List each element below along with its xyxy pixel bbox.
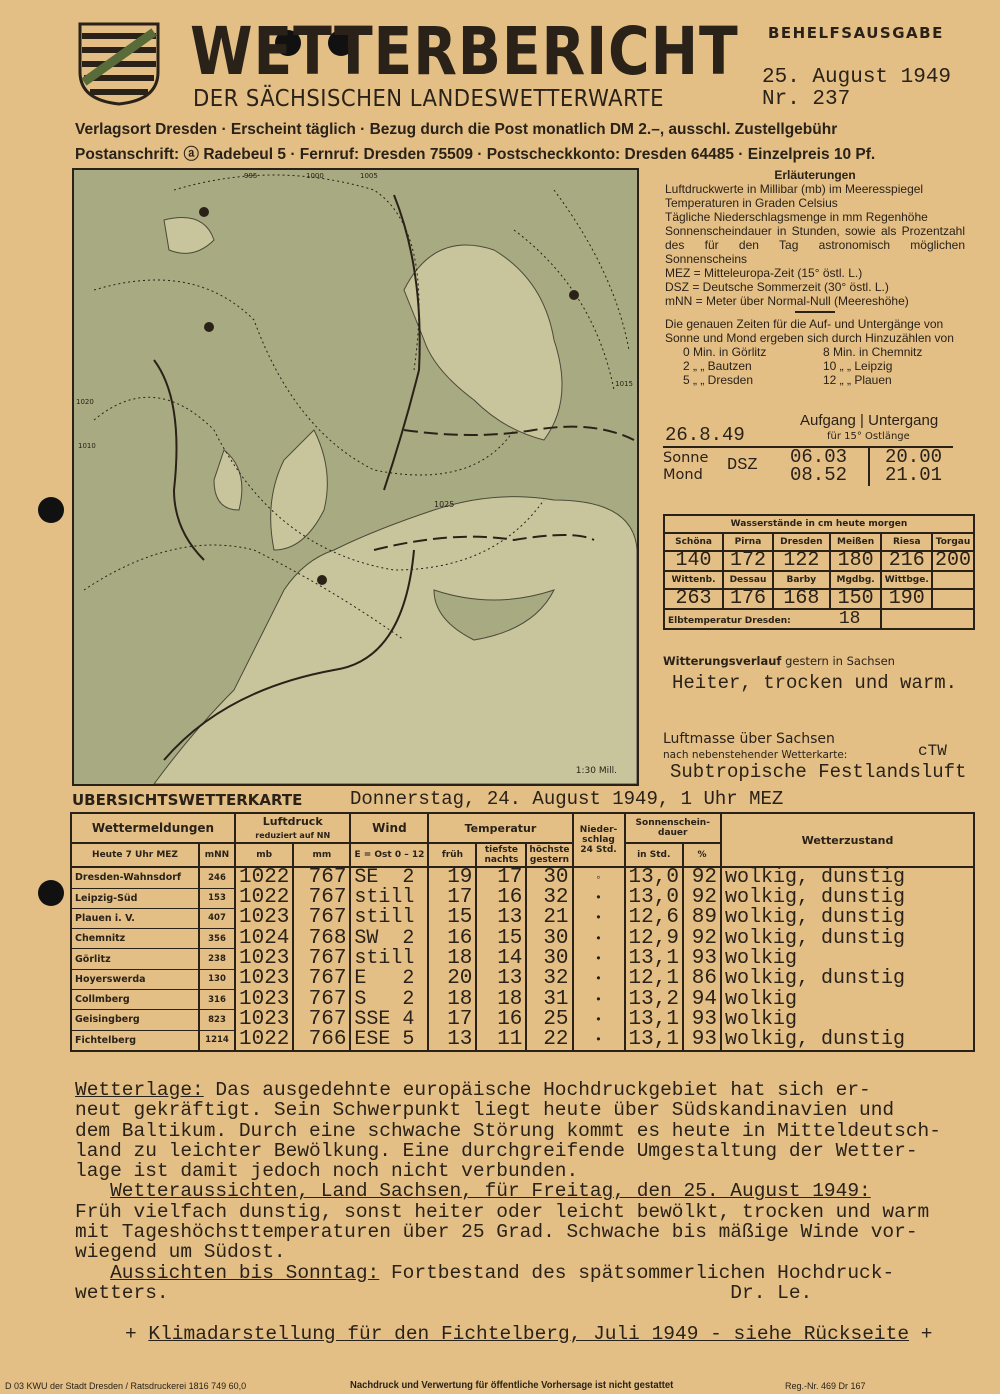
table-cell: Plauen i. V. (71, 908, 199, 928)
table-cell: 16 (476, 1010, 526, 1030)
table-cell: • (573, 888, 625, 908)
sun-moon-labels: Sonne Mond (663, 450, 709, 483)
table-row (71, 929, 974, 949)
table-cell: 13,1 (625, 1030, 683, 1051)
luftmasse-label2: nach nebenstehender Wetterkarte: (663, 749, 848, 761)
luftmasse-text: Subtropische Festlandsluft (670, 761, 967, 783)
table-cell: 14 (476, 949, 526, 969)
table-cell: 12,6 (625, 908, 683, 928)
legend-line: Temperaturen in Graden Celsius (665, 196, 838, 210)
table-cell: 19 (428, 867, 476, 888)
gauge-name: Wittbge. (881, 571, 932, 589)
table-cell: still (350, 949, 428, 969)
table-cell: wolkig, dunstig (721, 929, 974, 949)
table-cell: wolkig (721, 989, 974, 1009)
weather-reports-table (70, 812, 975, 1052)
table-cell: 30 (526, 929, 572, 949)
table-cell: still (350, 888, 428, 908)
table-cell: 407 (199, 908, 235, 928)
klima-note: + Klimadarstellung für den Fichtelberg, Juli 1949 - siehe Rückseite + (125, 1323, 933, 1345)
table-cell: 18 (476, 989, 526, 1009)
issue-date: 25. August 1949 (762, 66, 952, 89)
table-cell: 86 (683, 969, 721, 989)
col-header: früh (428, 843, 476, 867)
table-row (71, 969, 974, 989)
table-cell: 1023 (235, 989, 293, 1009)
legend-panel (665, 168, 965, 387)
table-cell: 22 (526, 1030, 572, 1051)
offset: 12 „ „ Plauen (823, 373, 892, 387)
table-cell: • (573, 1010, 625, 1030)
table-cell: wolkig (721, 1010, 974, 1030)
table-cell: SW 2 (350, 929, 428, 949)
gauge-value: 150 (830, 589, 882, 609)
table-cell: Görlitz (71, 949, 199, 969)
map-caption: UBERSICHTSWETTERKARTE (72, 791, 303, 809)
table-cell: 246 (199, 867, 235, 888)
table-cell: 767 (293, 867, 350, 888)
gauge-value (932, 589, 974, 609)
col-header: tiefste nachts (476, 843, 526, 867)
col-header: Wettermeldungen (71, 813, 235, 843)
table-cell: 16 (428, 929, 476, 949)
table-cell: 356 (199, 929, 235, 949)
offset: 2 „ „ Bautzen (683, 359, 752, 373)
gauge-name: Mgdbg. (830, 571, 882, 589)
table-cell: 21 (526, 908, 572, 928)
table-cell: SE 2 (350, 867, 428, 888)
gauge-value: 172 (723, 551, 773, 571)
luftmasse-label: Luftmasse über Sachsen (663, 731, 835, 747)
table-cell: 767 (293, 888, 350, 908)
table-cell: 767 (293, 908, 350, 928)
gauge-name: Meißen (830, 533, 882, 551)
table-cell: Geisingberg (71, 1010, 199, 1030)
table-cell: 1023 (235, 1010, 293, 1030)
wetterlage-text: Das ausgedehnte europäische Hochdruckgebiet hat sich er- neut gekräftigt. Sein Schwerpunkt liegt heute über Südskandinavien und dem Baltikum. Durch eine schwache Störung kommt es heute in Mitteldeutsch- land zu leichter Bewölkung. Eine durchgreifende Umgestaltung der Wetter- lage ist damit jedoch noch nicht verbunden. (75, 1079, 941, 1183)
gauge-name: Riesa (881, 533, 932, 551)
table-cell: SSE 4 (350, 1010, 428, 1030)
isobar-label: 1025 (434, 500, 455, 509)
gauge-name: Schöna (664, 533, 723, 551)
table-row (71, 1030, 974, 1051)
table-cell: • (573, 989, 625, 1009)
wetterlage-label: Wetterlage: (75, 1079, 204, 1101)
table-cell: 767 (293, 1010, 350, 1030)
gauge-value: 122 (773, 551, 830, 571)
table-cell: wolkig, dunstig (721, 908, 974, 928)
isobar-label: 1000 (306, 172, 324, 180)
offset: 10 „ „ Leipzig (823, 359, 893, 373)
table-cell: wolkig (721, 949, 974, 969)
table-row (71, 989, 974, 1009)
table-cell: • (573, 969, 625, 989)
table-cell: 15 (428, 908, 476, 928)
gauge-value: 263 (664, 589, 723, 609)
table-cell: 768 (293, 929, 350, 949)
table-cell: 12,1 (625, 969, 683, 989)
col-header: Wetterzustand (721, 813, 974, 867)
newspaper-subtitle: DER SÄCHSISCHEN LANDESWETTERWARTE (193, 86, 664, 112)
table-cell: 12,9 (625, 929, 683, 949)
legend-line: MEZ = Mitteleuropa-Zeit (15° östl. L.) (665, 266, 863, 280)
table-cell: 92 (683, 888, 721, 908)
punch-hole (38, 497, 64, 523)
gauge-name: Dresden (773, 533, 830, 551)
table-cell: 20 (428, 969, 476, 989)
isobar-label: 1005 (360, 172, 378, 180)
table-cell: 93 (683, 949, 721, 969)
sonntag-label: Aussichten bis Sonntag: (110, 1261, 380, 1284)
aussichten-label: Wetteraussichten, Land Sachsen, für Freitag, den 25. August 1949: (110, 1180, 871, 1203)
table-cell: 32 (526, 888, 572, 908)
col-header: Heute 7 Uhr MEZ (71, 843, 199, 867)
offset: 5 „ „ Dresden (683, 373, 754, 387)
table-row (71, 867, 974, 888)
table-cell: 92 (683, 929, 721, 949)
table-cell: Fichtelberg (71, 1030, 199, 1051)
table-cell: Chemnitz (71, 929, 199, 949)
gauge-value: 176 (723, 589, 773, 609)
contact-info: Postanschrift: ⓐ Radebeul 5 · Fernruf: Dresden 75509 · Postscheckkonto: Dresden 64485 · Einzelpreis 10 Pf. (75, 146, 876, 163)
table-cell: Hoyerswerda (71, 969, 199, 989)
table-row (71, 888, 974, 908)
table-row (71, 949, 974, 969)
table-cell: Leipzig-Süd (71, 888, 199, 908)
col-header: Wind (350, 813, 428, 843)
table-cell: wolkig, dunstig (721, 888, 974, 908)
forecast-text (75, 1080, 990, 1303)
rise-times: 06.03 08.52 (790, 446, 848, 486)
table-cell: 767 (293, 969, 350, 989)
table-cell: wolkig, dunstig (721, 969, 974, 989)
publisher-info: Verlagsort Dresden · Erscheint täglich · Bezug durch die Post monatlich DM 2.–, ausschl. Zustellgebühr (75, 121, 838, 138)
table-cell: 316 (199, 989, 235, 1009)
gauge-name: Wittenb. (664, 571, 723, 589)
gauge-name: Torgau (932, 533, 974, 551)
table-cell: 13,0 (625, 888, 683, 908)
col-header: mNN (199, 843, 235, 867)
saxony-coat-of-arms-logo (78, 22, 160, 106)
gauge-value: 168 (773, 589, 830, 609)
table-cell: 13 (428, 1030, 476, 1051)
table-cell: 93 (683, 1030, 721, 1051)
table-row (71, 908, 974, 928)
weather-map-drawing (74, 170, 637, 784)
table-cell: 766 (293, 1030, 350, 1051)
table-cell: • (573, 949, 625, 969)
map-scale: 1:30 Mill. (575, 766, 617, 776)
col-header: mm (293, 843, 350, 867)
table-cell: 767 (293, 989, 350, 1009)
water-levels-table (663, 514, 975, 630)
gauge-name: Dessau (723, 571, 773, 589)
gauge-value: 140 (664, 551, 723, 571)
table-cell: 30 (526, 949, 572, 969)
legend-line: Tägliche Niederschlagsmenge in mm Regenhöhe (665, 210, 928, 224)
table-cell: 1022 (235, 888, 293, 908)
table-cell: 130 (199, 969, 235, 989)
table-cell: 238 (199, 949, 235, 969)
elbe-temp: Elbtemperatur Dresden: 18 (664, 609, 881, 629)
table-cell: 17 (428, 1010, 476, 1030)
punch-hole (38, 880, 64, 906)
table-cell: 11 (476, 1030, 526, 1051)
gauge-value: 200 (932, 551, 974, 571)
table-cell: E 2 (350, 969, 428, 989)
issue-number: Nr. 237 (762, 88, 851, 111)
table-cell: 18 (428, 949, 476, 969)
table-cell: 153 (199, 888, 235, 908)
sonntag-text: Fortbestand des spätsommerlichen Hochdruck- wetters. Dr. Le. (75, 1261, 895, 1304)
table-cell: 17 (428, 888, 476, 908)
footer-notice: Nachdruck und Verwertung für öffentliche Vorhersage ist nicht gestattet (350, 1379, 674, 1391)
col-header: Luftdruck reduziert auf NN (235, 813, 350, 843)
isobar-label: 995 (244, 172, 258, 180)
legend-line: mNN = Meter über Normal-Null (Meereshöhe) (665, 294, 909, 308)
verlauf-label: Witterungsverlauf gestern in Sachsen (663, 654, 895, 668)
table-cell: 1022 (235, 1030, 293, 1051)
col-header: in Std. (625, 843, 683, 867)
table-cell: 32 (526, 969, 572, 989)
timezone: DSZ (727, 456, 758, 475)
table-cell: 13,0 (625, 867, 683, 888)
times-intro: Die genauen Zeiten für die Auf- und Untergänge von Sonne und Mond ergeben sich durch Hinzuzählen von (665, 317, 954, 345)
table-cell: 15 (476, 929, 526, 949)
table-cell: 1023 (235, 908, 293, 928)
table-cell: • (573, 1030, 625, 1051)
table-cell: • (573, 929, 625, 949)
table-cell: 18 (428, 989, 476, 1009)
gauge-name: Barby (773, 571, 830, 589)
table-cell: 1024 (235, 929, 293, 949)
aussichten-text: Früh vielfach dunstig, sonst heiter oder leicht bewölkt, trocken und warm mit Tageshöchsttemperaturen über 25 Grad. Schwache bis mäßige Winde vor- wiegend um Südost. (75, 1200, 930, 1264)
table-cell: 89 (683, 908, 721, 928)
table-row (71, 1010, 974, 1030)
col-header: mb (235, 843, 293, 867)
legend-line: DSZ = Deutsche Sommerzeit (30° östl. L.) (665, 280, 889, 294)
offset: 8 Min. in Chemnitz (823, 345, 923, 359)
footer-printer: D 03 KWU der Stadt Dresden / Ratsdruckerei 1816 749 60,0 (5, 1381, 247, 1391)
col-header: E = Ost 0 – 12 (350, 843, 428, 867)
gauge-value: 216 (881, 551, 932, 571)
table-cell: 13 (476, 908, 526, 928)
isobar-label: 1010 (78, 442, 96, 450)
table-cell: S 2 (350, 989, 428, 1009)
table-cell: 31 (526, 989, 572, 1009)
edition-label: BEHELFSAUSGABE (768, 24, 944, 42)
isobar-label: 1020 (76, 398, 94, 406)
gauge-value: 190 (881, 589, 932, 609)
table-cell: 25 (526, 1010, 572, 1030)
table-cell: 1023 (235, 949, 293, 969)
legend-title: Erläuterungen (774, 168, 856, 182)
table-cell: wolkig, dunstig (721, 867, 974, 888)
table-cell: 93 (683, 1010, 721, 1030)
table-cell: Dresden-Wahnsdorf (71, 867, 199, 888)
table-cell: 1214 (199, 1030, 235, 1051)
longitude-note: für 15° Ostlänge (827, 431, 910, 442)
gauge-name: Pirna (723, 533, 773, 551)
footer-reg: Reg.-Nr. 469 Dr 167 (785, 1381, 866, 1391)
water-title: Wasserstände in cm heute morgen (664, 515, 974, 533)
luftmasse-code: cTW (918, 742, 947, 760)
set-times: 20.00 21.01 (885, 446, 943, 486)
sun-date: 26.8.49 (665, 424, 745, 446)
col-header: Sonnenschein-dauer (625, 813, 721, 843)
table-cell: 13,1 (625, 949, 683, 969)
verlauf-text: Heiter, trocken und warm. (672, 672, 958, 694)
table-cell: 823 (199, 1010, 235, 1030)
col-header: % (683, 843, 721, 867)
weather-map (72, 168, 639, 786)
table-cell: still (350, 908, 428, 928)
offset: 0 Min. in Görlitz (683, 345, 767, 359)
table-cell: 16 (476, 888, 526, 908)
legend-line: Luftdruckwerte in Millibar (mb) im Meeresspiegel (665, 182, 924, 196)
table-cell: wolkig, dunstig (721, 1030, 974, 1051)
table-cell: 13,1 (625, 1010, 683, 1030)
table-cell: ◦ (573, 867, 625, 888)
col-header: Temperatur (428, 813, 572, 843)
rise-header: Aufgang | Untergang (800, 412, 939, 429)
table-cell: 1022 (235, 867, 293, 888)
gauge-value: 180 (830, 551, 882, 571)
col-header: Nieder-schlag 24 Std. (573, 813, 625, 867)
table-cell: 1023 (235, 969, 293, 989)
table-cell: 13 (476, 969, 526, 989)
table-cell: 17 (476, 867, 526, 888)
legend-line: Sonnenscheindauer in Stunden, sowie als Prozentzahl des für den Tag astronomisch möglichen Sonnenscheins (665, 224, 965, 266)
newspaper-title: WETTERBERICHT (190, 13, 739, 90)
table-cell: ESE 5 (350, 1030, 428, 1051)
table-cell: • (573, 908, 625, 928)
isobar-label: 1015 (615, 380, 633, 388)
table-cell: Collmberg (71, 989, 199, 1009)
table-cell: 767 (293, 949, 350, 969)
table-cell: 30 (526, 867, 572, 888)
map-date: Donnerstag, 24. August 1949, 1 Uhr MEZ (350, 788, 784, 810)
table-cell: 13,2 (625, 989, 683, 1009)
table-cell: 92 (683, 867, 721, 888)
gauge-name (932, 571, 974, 589)
table-cell: 94 (683, 989, 721, 1009)
col-header: höchste gestern (526, 843, 572, 867)
